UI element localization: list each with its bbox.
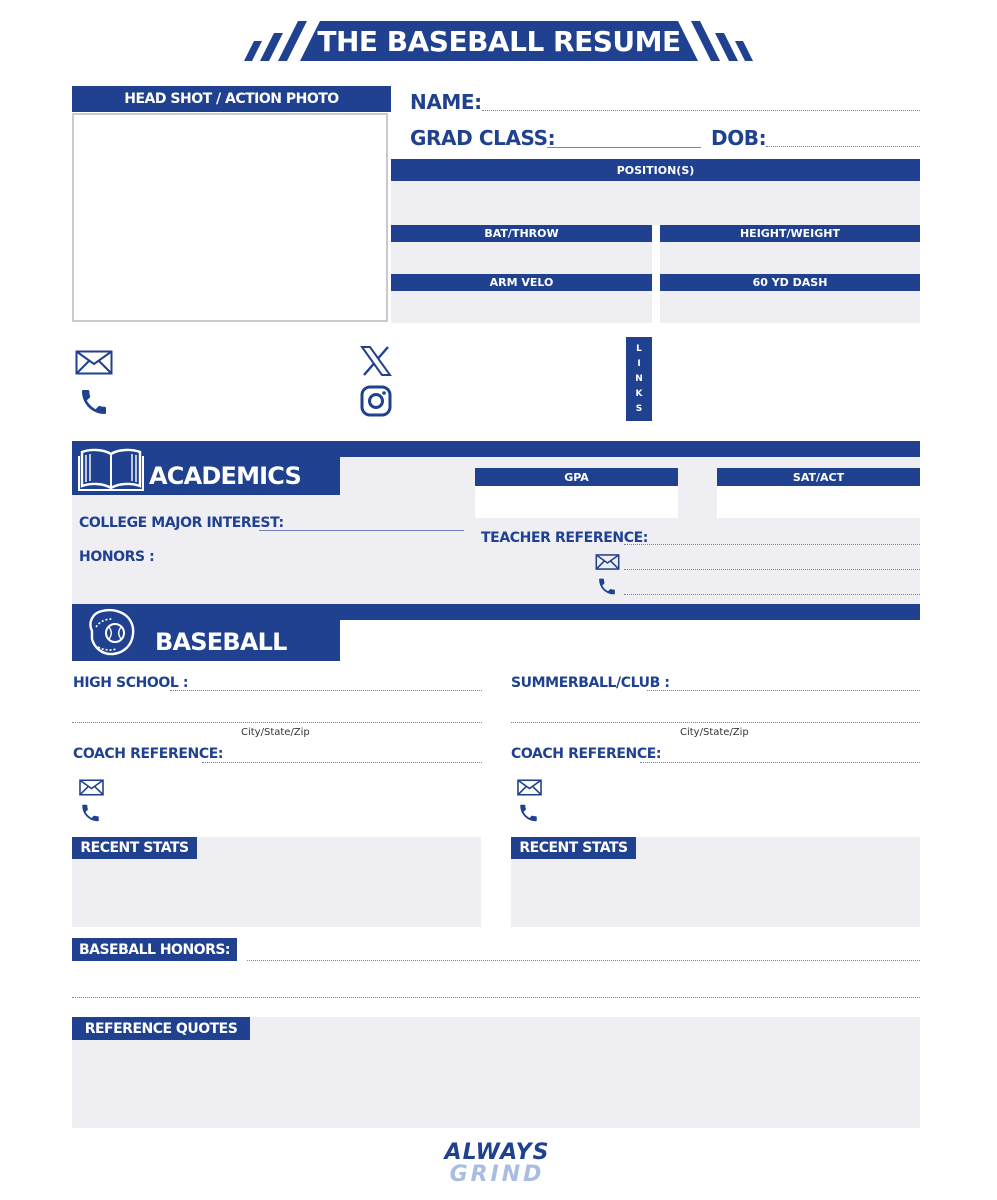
hs-coach-reference-line[interactable] (202, 762, 482, 763)
page-title: THE BASEBALL RESUME (317, 25, 681, 58)
high-school-label: HIGH SCHOOL : (73, 675, 189, 691)
bat-throw-field[interactable] (391, 242, 652, 274)
hs-coach-email-icon (79, 779, 104, 796)
teacher-email-line[interactable] (624, 569, 920, 570)
photo-header: HEAD SHOT / ACTION PHOTO (72, 86, 391, 112)
instagram-icon (360, 385, 392, 417)
baseball-honors-line-1[interactable] (247, 960, 920, 961)
book-icon (78, 446, 144, 492)
phone-icon (77, 386, 111, 418)
arm-velo-field[interactable] (391, 291, 652, 323)
sat-act-box[interactable] (717, 486, 920, 518)
gpa-box[interactable] (475, 486, 678, 518)
summerball-location-line[interactable] (511, 722, 920, 723)
academic-honors-label: HONORS : (79, 549, 155, 565)
email-icon (75, 350, 113, 375)
teacher-email-icon (595, 554, 620, 570)
positions-header: POSITION(S) (391, 159, 920, 181)
high-school-line[interactable] (170, 690, 482, 691)
positions-field[interactable] (391, 181, 920, 225)
dash-field[interactable] (660, 291, 920, 323)
dob-line[interactable] (766, 146, 920, 147)
height-weight-header: HEIGHT/WEIGHT (660, 225, 920, 242)
hs-recent-stats-header: RECENT STATS (72, 837, 197, 859)
teacher-phone-line[interactable] (624, 594, 920, 595)
baseball-honors-header: BASEBALL HONORS: (72, 938, 237, 961)
hs-coach-phone-icon (79, 802, 102, 824)
glove-icon (84, 607, 138, 657)
links-label: LINKS (635, 344, 643, 414)
x-icon (360, 345, 392, 377)
club-coach-reference-line[interactable] (640, 762, 920, 763)
baseball-top-bar (72, 604, 920, 620)
major-line[interactable] (259, 530, 464, 531)
dob-label: DOB: (711, 126, 767, 150)
academics-title: ACADEMICS (149, 462, 302, 490)
high-school-location-line[interactable] (72, 722, 482, 723)
baseball-honors-line-2[interactable] (72, 997, 920, 998)
summerball-label: SUMMERBALL/CLUB : (511, 675, 670, 691)
bat-throw-header: BAT/THROW (391, 225, 652, 242)
summerball-line[interactable] (647, 690, 920, 691)
grad-class-line[interactable] (547, 147, 701, 148)
footer-logo-always: ALWAYS (444, 1140, 550, 1165)
teacher-phone-icon (596, 576, 618, 597)
teacher-reference-label: TEACHER REFERENCE: (481, 530, 648, 546)
academics-top-bar (72, 441, 920, 457)
baseball-title: BASEBALL (155, 628, 287, 656)
club-coach-email-icon (517, 779, 542, 796)
height-weight-field[interactable] (660, 242, 920, 274)
major-label: COLLEGE MAJOR INTEREST: (79, 515, 284, 531)
summerball-location-caption: City/State/Zip (680, 727, 749, 738)
teacher-reference-line[interactable] (624, 544, 920, 545)
name-line[interactable] (482, 110, 920, 111)
photo-box[interactable] (72, 113, 388, 322)
hs-coach-reference-label: COACH REFERENCE: (73, 746, 224, 762)
arm-velo-header: ARM VELO (391, 274, 652, 291)
club-coach-phone-icon (517, 802, 540, 824)
club-recent-stats-header: RECENT STATS (511, 837, 636, 859)
high-school-location-caption: City/State/Zip (241, 727, 310, 738)
sat-act-header: SAT/ACT (717, 468, 920, 486)
grad-class-label: GRAD CLASS: (410, 126, 556, 150)
dash-header: 60 YD DASH (660, 274, 920, 291)
reference-quotes-header: REFERENCE QUOTES (72, 1017, 250, 1040)
gpa-header: GPA (475, 468, 678, 486)
club-coach-reference-label: COACH REFERENCE: (511, 746, 662, 762)
footer-logo-grind: GRIND (449, 1162, 545, 1187)
name-label: NAME: (410, 90, 482, 114)
